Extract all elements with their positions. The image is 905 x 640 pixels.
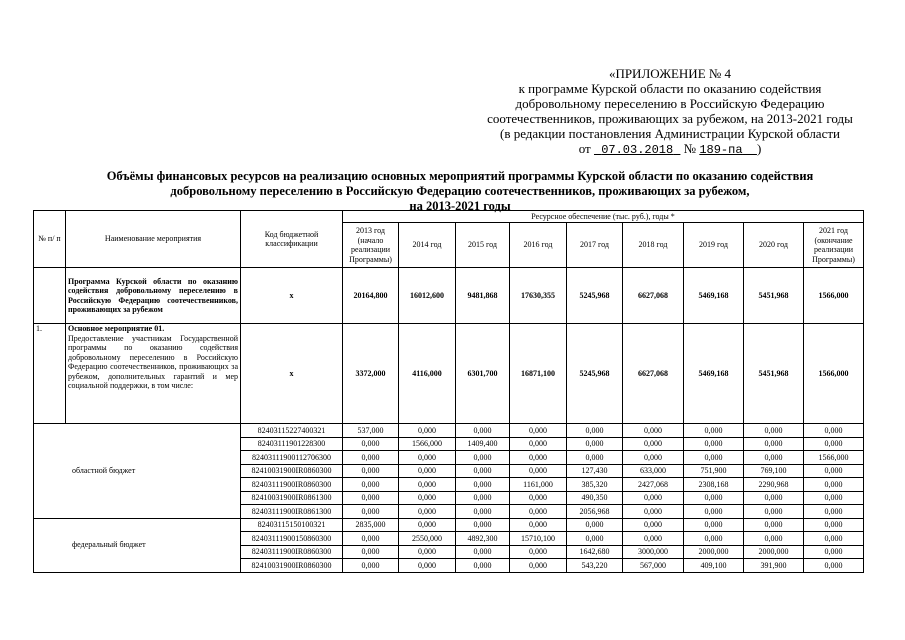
budget-value: 0,000	[684, 451, 744, 465]
appendix-line: (в редакции постановления Администрации Курской области	[499, 126, 840, 141]
budget-value: 0,000	[623, 437, 684, 451]
budget-value: 0,000	[804, 505, 864, 519]
budget-value: 0,000	[567, 532, 623, 546]
budget-value: 0,000	[684, 491, 744, 505]
budget-value: 2835,000	[343, 518, 399, 532]
program-value: 16012,600	[399, 268, 456, 324]
budget-value: 0,000	[343, 451, 399, 465]
budget-value: 769,100	[744, 464, 804, 478]
budget-value: 0,000	[567, 451, 623, 465]
event-value: 6627,068	[623, 324, 684, 424]
appendix-line: «ПРИЛОЖЕНИЕ № 4	[608, 66, 732, 81]
budget-code: 82403111900IR0860300	[241, 545, 343, 559]
budget-value: 0,000	[804, 545, 864, 559]
budget-code: 82403111900112706300	[241, 451, 343, 465]
finance-table	[33, 210, 864, 573]
number-label: №	[683, 141, 697, 156]
program-row	[34, 268, 864, 324]
federal-budget-label: федеральный бюджет	[72, 540, 146, 550]
budget-code: 82403111900IR0861300	[241, 505, 343, 519]
budget-value: 0,000	[510, 451, 567, 465]
regional-budget-row	[34, 424, 864, 438]
event-row	[34, 324, 864, 424]
budget-value: 0,000	[456, 424, 510, 438]
appendix-header	[470, 66, 870, 158]
program-value: 9481,868	[456, 268, 510, 324]
program-value: 1566,000	[804, 268, 864, 324]
budget-value: 4892,300	[456, 532, 510, 546]
header-year: 2019 год	[684, 223, 744, 268]
budget-value: 0,000	[343, 464, 399, 478]
budget-value: 0,000	[456, 559, 510, 573]
budget-value: 391,900	[744, 559, 804, 573]
budget-value: 0,000	[456, 545, 510, 559]
budget-code: 82403111900IR0860300	[241, 478, 343, 492]
budget-value: 0,000	[510, 437, 567, 451]
budget-value: 0,000	[399, 424, 456, 438]
appendix-line: к программе Курской области по оказанию содействия	[518, 81, 822, 96]
budget-value: 0,000	[804, 464, 864, 478]
budget-value: 0,000	[399, 464, 456, 478]
from-label: от	[578, 141, 591, 156]
program-value: 5245,968	[567, 268, 623, 324]
budget-value: 0,000	[684, 518, 744, 532]
budget-value: 1566,000	[399, 437, 456, 451]
budget-value: 0,000	[744, 518, 804, 532]
event-code: x	[241, 324, 343, 424]
program-value: 17630,355	[510, 268, 567, 324]
budget-code: 82403111900150860300	[241, 532, 343, 546]
budget-value: 2000,000	[744, 545, 804, 559]
budget-value: 127,430	[567, 464, 623, 478]
budget-value: 2550,000	[399, 532, 456, 546]
budget-value: 751,900	[684, 464, 744, 478]
budget-value: 0,000	[343, 559, 399, 573]
budget-value: 0,000	[804, 424, 864, 438]
event-value: 5469,168	[684, 324, 744, 424]
budget-value: 0,000	[623, 532, 684, 546]
appendix-line: добровольному переселению в Российскую Федерацию	[515, 96, 825, 111]
header-name: Наименование мероприятия	[66, 211, 241, 268]
budget-value: 0,000	[510, 559, 567, 573]
budget-value: 0,000	[456, 505, 510, 519]
event-title: Основное мероприятие 01.	[68, 324, 165, 333]
budget-value: 0,000	[684, 505, 744, 519]
budget-value: 0,000	[567, 424, 623, 438]
budget-value: 0,000	[567, 437, 623, 451]
budget-value: 0,000	[456, 451, 510, 465]
regional-label-cell	[34, 424, 241, 519]
title-line: Объёмы финансовых ресурсов на реализацию основных мероприятий программы Курской области по оказанию содействия	[106, 169, 814, 183]
budget-value: 0,000	[623, 424, 684, 438]
budget-value: 0,000	[684, 532, 744, 546]
budget-value: 0,000	[510, 464, 567, 478]
budget-value: 0,000	[510, 491, 567, 505]
budget-value: 0,000	[567, 518, 623, 532]
header-code: Код бюджетной классификации	[241, 211, 343, 268]
header-no: № п/ п	[34, 211, 66, 268]
budget-value: 0,000	[343, 532, 399, 546]
budget-value: 0,000	[399, 559, 456, 573]
header-year: 2015 год	[456, 223, 510, 268]
program-value: 6627,068	[623, 268, 684, 324]
event-description	[66, 324, 241, 424]
budget-value: 0,000	[804, 491, 864, 505]
regional-budget-label: областной бюджет	[72, 466, 136, 475]
budget-value: 537,000	[343, 424, 399, 438]
program-value: 20164,800	[343, 268, 399, 324]
header-year: 2016 год	[510, 223, 567, 268]
event-value: 1566,000	[804, 324, 864, 424]
title-line: на 2013-2021 годы	[409, 199, 511, 213]
budget-value: 0,000	[744, 451, 804, 465]
header-year: 2017 год	[567, 223, 623, 268]
budget-value: 385,320	[567, 478, 623, 492]
budget-code: 82403111901228300	[241, 437, 343, 451]
budget-value: 15710,100	[510, 532, 567, 546]
budget-value: 0,000	[456, 518, 510, 532]
program-code: x	[241, 268, 343, 324]
event-value: 5245,968	[567, 324, 623, 424]
budget-value: 2308,168	[684, 478, 744, 492]
budget-value: 2290,968	[744, 478, 804, 492]
budget-value: 0,000	[684, 424, 744, 438]
event-no: 1.	[34, 324, 66, 424]
budget-value: 0,000	[510, 505, 567, 519]
resolution-number: 189-па	[699, 143, 743, 157]
budget-value: 0,000	[456, 491, 510, 505]
budget-value: 0,000	[343, 505, 399, 519]
event-value: 4116,000	[399, 324, 456, 424]
resolution-date: 07.03.2018	[601, 143, 674, 157]
budget-value: 0,000	[804, 559, 864, 573]
budget-value: 0,000	[399, 451, 456, 465]
title-line: добровольному переселению в Российскую Федерацию соотечественников, проживающих за рубежом,	[170, 184, 750, 198]
header-year: 2020 год	[744, 223, 804, 268]
appendix-line: соотечественников, проживающих за рубежом, на 2013-2021 годы	[487, 111, 853, 126]
budget-value: 0,000	[343, 545, 399, 559]
budget-value: 0,000	[744, 505, 804, 519]
budget-value: 0,000	[343, 437, 399, 451]
budget-code: 82403115150100321	[241, 518, 343, 532]
budget-value: 0,000	[684, 437, 744, 451]
budget-value: 633,000	[623, 464, 684, 478]
document-title	[60, 169, 860, 214]
program-no-cell	[34, 268, 66, 324]
budget-value: 0,000	[744, 437, 804, 451]
federal-label-cell	[34, 518, 241, 572]
budget-value: 0,000	[399, 478, 456, 492]
appendix-date-line	[470, 141, 870, 158]
budget-value: 0,000	[456, 478, 510, 492]
budget-value: 0,000	[456, 464, 510, 478]
budget-value: 543,220	[567, 559, 623, 573]
event-value: 16871,100	[510, 324, 567, 424]
header-year: 2013 год (начало реализации Программы)	[343, 223, 399, 268]
budget-code: 82403115227400321	[241, 424, 343, 438]
budget-value: 0,000	[510, 545, 567, 559]
budget-value: 0,000	[399, 491, 456, 505]
budget-value: 0,000	[623, 505, 684, 519]
program-name: Программа Курской области по оказанию содействия добровольному переселению в Российскую Федерацию соотечественников, проживающих за рубежом	[66, 268, 241, 324]
budget-value: 2056,968	[567, 505, 623, 519]
budget-value: 0,000	[399, 505, 456, 519]
event-value: 3372,000	[343, 324, 399, 424]
budget-value: 0,000	[623, 491, 684, 505]
budget-value: 0,000	[744, 532, 804, 546]
header-year: 2014 год	[399, 223, 456, 268]
event-value: 6301,700	[456, 324, 510, 424]
budget-value: 2000,000	[684, 545, 744, 559]
event-desc: Предоставление участникам Государственной программы по оказанию содействия добровольному переселению в Российскую Федерацию соотечественников, проживающих за рубежом, дополнительных гарантий и мер социальной поддержки, в том числе:	[68, 333, 238, 390]
closing-paren: )	[756, 141, 762, 156]
budget-value: 0,000	[744, 491, 804, 505]
budget-value: 0,000	[804, 478, 864, 492]
budget-value: 0,000	[744, 424, 804, 438]
header-year: 2021 год (окончание реализации Программы)	[804, 223, 864, 268]
budget-value: 490,350	[567, 491, 623, 505]
budget-value: 1566,000	[804, 451, 864, 465]
budget-code: 82410031900IR0861300	[241, 491, 343, 505]
budget-value: 0,000	[804, 518, 864, 532]
budget-code: 82410031900IR0860300	[241, 464, 343, 478]
budget-value: 0,000	[623, 518, 684, 532]
budget-value: 1409,400	[456, 437, 510, 451]
budget-value: 0,000	[399, 545, 456, 559]
budget-value: 0,000	[804, 437, 864, 451]
federal-budget-row	[34, 518, 864, 532]
event-value: 5451,968	[744, 324, 804, 424]
budget-value: 0,000	[510, 518, 567, 532]
budget-value: 0,000	[343, 491, 399, 505]
budget-value: 1642,680	[567, 545, 623, 559]
budget-value: 0,000	[510, 424, 567, 438]
budget-value: 0,000	[343, 478, 399, 492]
budget-code: 82410031900IR0860300	[241, 559, 343, 573]
budget-value: 2427,068	[623, 478, 684, 492]
header-resource: Ресурсное обеспечение (тыс. руб.), годы *	[343, 211, 864, 223]
program-value: 5451,968	[744, 268, 804, 324]
budget-value: 0,000	[804, 532, 864, 546]
program-value: 5469,168	[684, 268, 744, 324]
budget-value: 409,100	[684, 559, 744, 573]
budget-value: 567,000	[623, 559, 684, 573]
budget-value: 0,000	[399, 518, 456, 532]
budget-value: 0,000	[623, 451, 684, 465]
header-year: 2018 год	[623, 223, 684, 268]
budget-value: 1161,000	[510, 478, 567, 492]
budget-value: 3000,000	[623, 545, 684, 559]
